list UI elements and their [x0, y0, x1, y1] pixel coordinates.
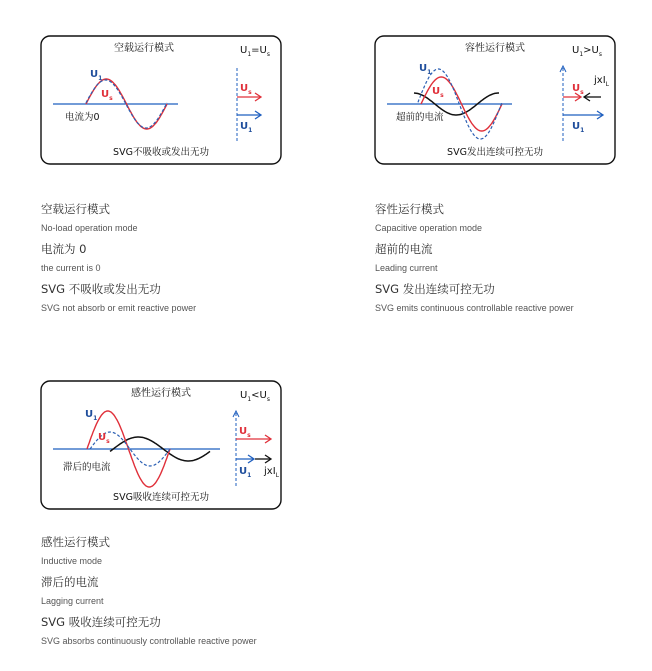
current-label: 电流为0	[65, 112, 100, 123]
caption-current-zh: 超前的电流	[375, 242, 433, 256]
caption-svg-zh: SVG 吸收连续可控无功	[41, 615, 161, 629]
panel-no-load	[40, 35, 282, 165]
current-label: 滞后的电流	[63, 462, 111, 473]
caption-mode-en: Capacitive operation mode	[375, 223, 483, 233]
relation-label: $U_1>U_s$	[572, 45, 603, 58]
caption-no-load	[41, 202, 196, 314]
jxl-label: jxI$_L$	[264, 466, 279, 479]
us-wave-label: $U_s$	[432, 86, 444, 99]
reactive-power-label: SVG吸收连续可控无功	[113, 492, 209, 503]
us-vector-label: $U_s$	[572, 83, 584, 96]
reactive-power-label: SVG发出连续可控无功	[447, 147, 543, 158]
caption-svg-zh: SVG 发出连续可控无功	[375, 282, 495, 296]
caption-capacitive	[375, 202, 574, 314]
panel-title: 感性运行模式	[131, 388, 191, 399]
relation-label: $U_1<U_s$	[240, 390, 271, 403]
u1-wave-label: $U_1$	[85, 409, 98, 422]
caption-current-en: Lagging current	[41, 596, 104, 606]
reactive-power-label: SVG不吸收或发出无功	[113, 147, 209, 158]
no-load-diagram	[40, 35, 282, 165]
relation-label: $U_1=U_s$	[240, 45, 271, 58]
panel-title: 空载运行模式	[114, 43, 174, 54]
panel-capacitive	[374, 35, 616, 165]
caption-current-zh: 滞后的电流	[41, 575, 99, 589]
caption-mode-en: Inductive mode	[41, 556, 103, 566]
us-vector-label: $U_s$	[239, 426, 251, 439]
u1-vector-label: $U_1$	[239, 466, 252, 479]
caption-current-en: the current is 0	[41, 263, 101, 273]
caption-mode-zh: 空载运行模式	[41, 202, 110, 216]
us-wave-label: $U_s$	[98, 432, 110, 445]
u1-vector-label: $U_1$	[572, 121, 585, 134]
us-vector-label: $U_s$	[240, 83, 252, 96]
caption-mode-zh: 容性运行模式	[375, 202, 444, 216]
panel-title: 容性运行模式	[465, 43, 525, 54]
caption-svg-en: SVG emits continuous controllable reactive power	[375, 303, 574, 313]
caption-current-zh: 电流为 0	[41, 242, 87, 256]
caption-inductive	[41, 535, 257, 647]
us-wave-label: $U_s$	[101, 89, 113, 102]
u1-wave-label: $U_1$	[419, 63, 432, 76]
caption-svg-en: SVG absorbs continuously controllable reactive power	[41, 636, 257, 646]
capacitive-diagram	[374, 35, 616, 165]
caption-svg-en: SVG not absorb or emit reactive power	[41, 303, 197, 313]
u1-wave-label: $U_1$	[90, 69, 103, 82]
jxl-label: jxI$_L$	[594, 75, 609, 88]
caption-mode-zh: 感性运行模式	[41, 535, 110, 549]
caption-svg-zh: SVG 不吸收或发出无功	[41, 282, 161, 296]
current-label: 超前的电流	[396, 112, 444, 123]
caption-mode-en: No-load operation mode	[41, 223, 138, 233]
inductive-diagram	[40, 380, 282, 510]
panel-inductive	[40, 380, 282, 510]
caption-current-en: Leading current	[375, 263, 438, 273]
u1-vector-label: $U_1$	[240, 121, 253, 134]
